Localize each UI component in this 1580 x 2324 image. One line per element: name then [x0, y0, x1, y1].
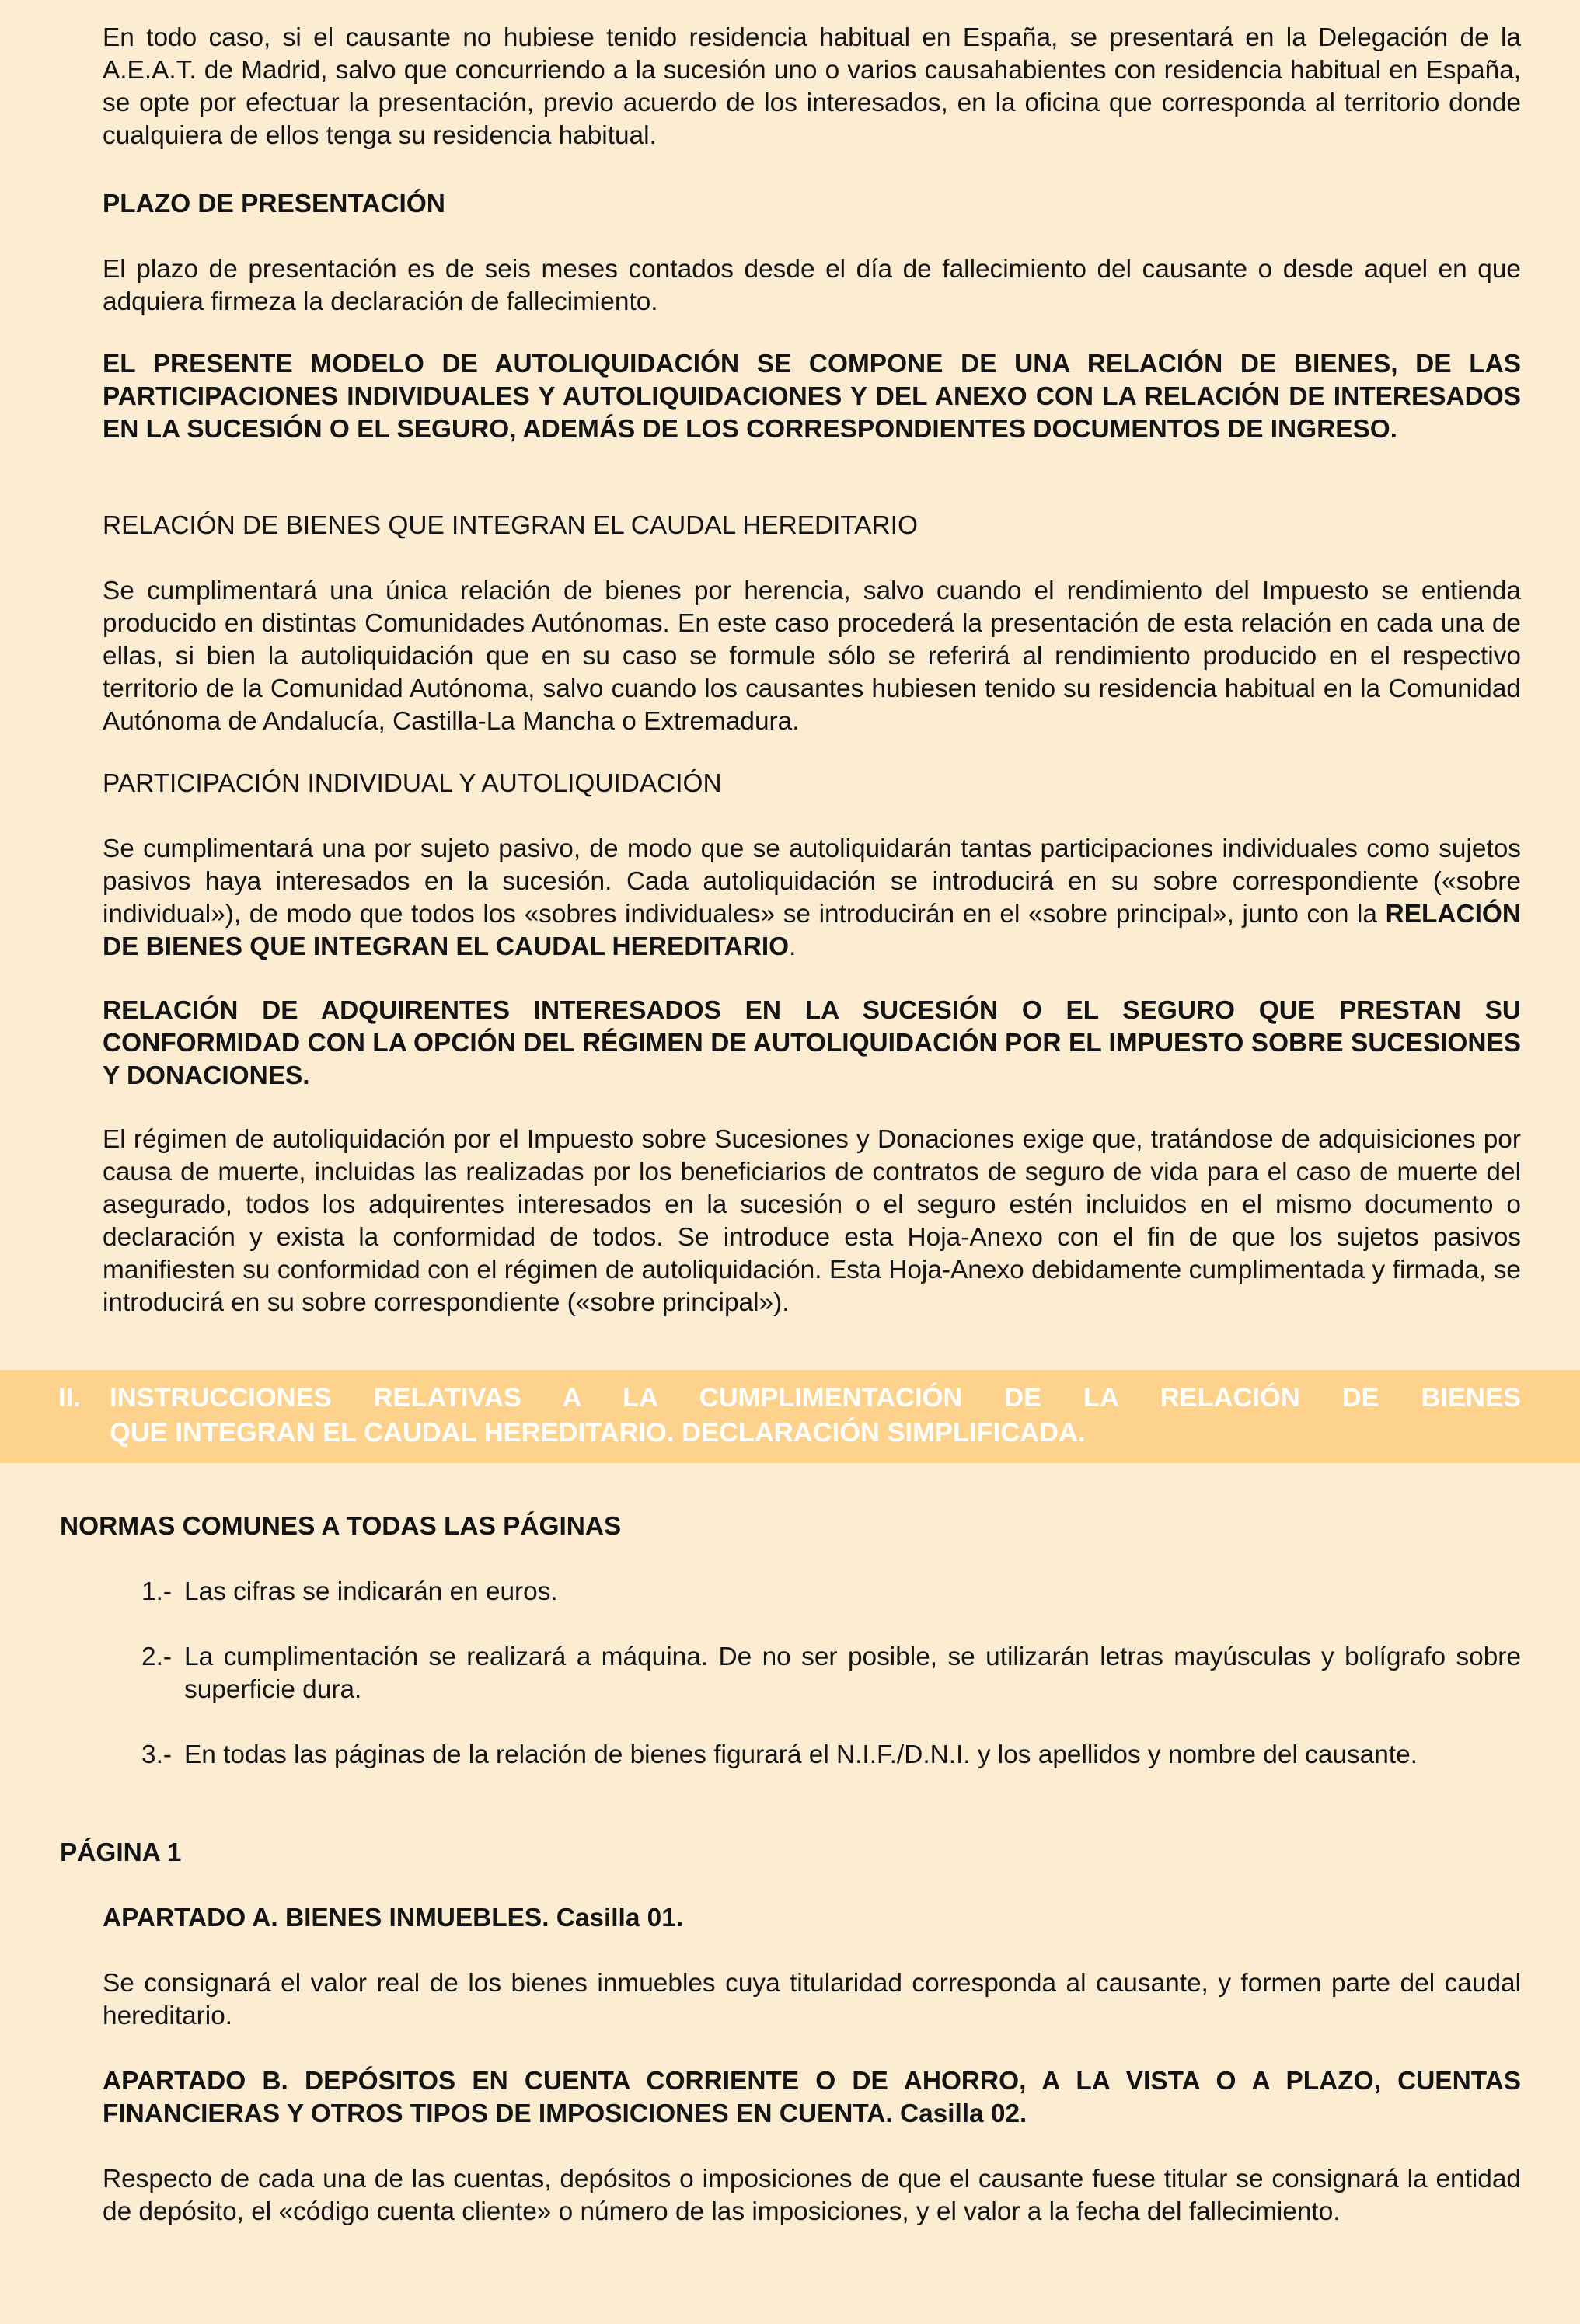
- list-item-text: En todas las páginas de la relación de bienes figurará el N.I.F./D.N.I. y los apellidos y nombre del causante.: [184, 1740, 1418, 1769]
- section-title: [58, 1381, 1521, 1451]
- participacion-paragraph: [103, 833, 1521, 963]
- modelo-heading: EL PRESENTE MODELO DE AUTOLIQUIDACIÓN SE COMPONE DE UNA RELACIÓN DE BIENES, DE LAS PARTICIPACIONES INDIVIDUALES Y AUTOLIQUIDACIONES Y DEL ANEXO CON LA RELACIÓN DE INTERESADOS EN LA SUCESIÓN O EL SEGURO, ADEMÁS DE LOS CORRESPONDIENTES DOCUMENTOS DE INGRESO.: [103, 350, 1521, 444]
- normas-heading: NORMAS COMUNES A TODAS LAS PÁGINAS: [60, 1512, 622, 1541]
- adquirentes-paragraph: El régimen de autoliquidación por el Impuesto sobre Sucesiones y Donaciones exige que, tratándose de adquisiciones por causa de muerte, incluidas las realizadas por los beneficiarios de contratos de seguro de vida para el caso de muerte del asegurado, todos los adquirentes interesados en la sucesión o el seguro estén incluidos en el mismo documento o declaración y exista la conformidad de todos. Se introduce esta Hoja-Anexo con el fin de que los sujetos pasivos manifiesten su conformidad con el régimen de autoliquidación. Esta Hoja-Anexo debidamente cumplimentada y firmada, se introducirá en su sobre correspondiente («sobre principal»).: [103, 1125, 1521, 1317]
- list-item-text: La cumplimentación se realizará a máquina. De no ser posible, se utilizarán letras mayúsculas y bolígrafo sobre superficie dura.: [184, 1643, 1521, 1704]
- list-item: [141, 1641, 1521, 1706]
- participacion-heading: PARTICIPACIÓN INDIVIDUAL Y AUTOLIQUIDACIÓN: [103, 769, 722, 798]
- participacion-end: .: [789, 932, 797, 961]
- apartado-b-paragraph: Respecto de cada una de las cuentas, depósitos o imposiciones de que el causante fuese titular se consignará la entidad de depósito, el «código cuenta cliente» o número de las imposiciones, y el valor a la fecha del fallecimiento.: [103, 2165, 1521, 2226]
- list-item: [141, 1739, 1521, 1772]
- list-item-number: 1.-: [141, 1577, 172, 1606]
- section-title-line2: QUE INTEGRAN EL CAUDAL HEREDITARIO. DECLARACIÓN SIMPLIFICADA.: [110, 1418, 1086, 1448]
- participacion-bold-text: RELACIÓN DE BIENES QUE INTEGRAN EL CAUDAL HEREDITARIO: [103, 900, 1521, 961]
- list-item-number: 3.-: [141, 1740, 172, 1769]
- section-band: [0, 1370, 1580, 1463]
- apartado-b-heading: APARTADO B. DEPÓSITOS EN CUENTA CORRIENTE O DE AHORRO, A LA VISTA O A PLAZO, CUENTAS FINANCIERAS Y OTROS TIPOS DE IMPOSICIONES EN CUENTA. Casilla 02.: [103, 2067, 1521, 2128]
- relacion-paragraph: Se cumplimentará una única relación de bienes por herencia, salvo cuando el rendimiento del Impuesto se entienda producido en distintas Comunidades Autónomas. En este caso procederá la presentación de esta relación en cada una de ellas, si bien la autoliquidación que en su caso se formule sólo se referirá al rendimiento producido en el respectivo territorio de la Comunidad Autónoma, salvo cuando los causantes hubiesen tenido su residencia habitual en la Comunidad Autónoma de Andalucía, Castilla-La Mancha o Extremadura.: [103, 577, 1521, 736]
- participacion-text: Se cumplimentará una por sujeto pasivo, de modo que se autoliquidarán tantas participaciones individuales como sujetos pasivos haya interesados en la sucesión. Cada autoliquidación se introducirá en su sobre correspondiente («sobre individual»), de modo que todos los «sobres individuales» se introducirán en el «sobre principal», junto con la: [103, 834, 1521, 929]
- list-item: [141, 1576, 1521, 1608]
- section-title-line1: INSTRUCCIONES RELATIVAS A LA CUMPLIMENTACIÓN DE LA RELACIÓN DE BIENES: [110, 1383, 1521, 1413]
- intro-paragraph: En todo caso, si el causante no hubiese tenido residencia habitual en España, se presentará en la Delegación de la A.E.A.T. de Madrid, salvo que concurriendo a la sucesión uno o varios causahabientes con residencia habitual en España, se opte por efectuar la presentación, previo acuerdo de los interesados, en la oficina que corresponda al territorio donde cualquiera de ellos tenga su residencia habitual.: [103, 23, 1521, 150]
- pagina1-heading: PÁGINA 1: [60, 1838, 182, 1867]
- apartado-a-paragraph: Se consignará el valor real de los bienes inmuebles cuya titularidad corresponda al causante, y formen parte del caudal hereditario.: [103, 1969, 1521, 2030]
- relacion-heading: RELACIÓN DE BIENES QUE INTEGRAN EL CAUDAL HEREDITARIO: [103, 511, 918, 540]
- section-number: II.: [58, 1383, 81, 1413]
- apartado-a-heading: APARTADO A. BIENES INMUEBLES. Casilla 01.: [103, 1904, 684, 1932]
- list-item-text: Las cifras se indicarán en euros.: [184, 1577, 558, 1606]
- plazo-heading: PLAZO DE PRESENTACIÓN: [103, 190, 445, 218]
- plazo-paragraph: El plazo de presentación es de seis meses contados desde el día de fallecimiento del causante o desde aquel en que adquiera firmeza la declaración de fallecimiento.: [103, 255, 1521, 316]
- adquirentes-heading: RELACIÓN DE ADQUIRENTES INTERESADOS EN LA SUCESIÓN O EL SEGURO QUE PRESTAN SU CONFORMIDAD CON LA OPCIÓN DEL RÉGIMEN DE AUTOLIQUIDACIÓN POR EL IMPUESTO SOBRE SUCESIONES Y DONACIONES.: [103, 996, 1521, 1090]
- list-item-number: 2.-: [141, 1643, 172, 1671]
